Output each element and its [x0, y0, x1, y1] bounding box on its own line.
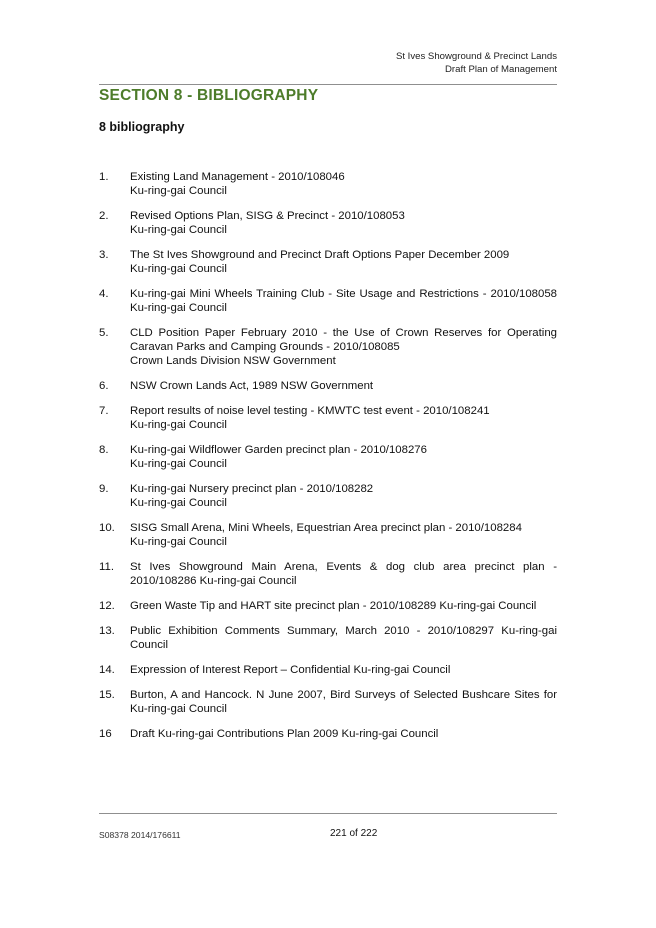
item-number: 14. — [99, 664, 115, 676]
item-number: 3. — [99, 249, 109, 261]
item-line: Ku-ring-gai Nursery precinct plan - 2010/108282 — [130, 483, 374, 495]
item-number: 2. — [99, 210, 109, 222]
bibliography-item — [99, 560, 557, 588]
section-title: SECTION 8 - BIBLIOGRAPHY — [99, 87, 319, 104]
item-text — [130, 521, 557, 549]
item-text — [130, 326, 557, 368]
item-text — [130, 404, 557, 432]
bibliography-item — [99, 727, 557, 741]
item-line: Public Exhibition Comments Summary, March 2010 - 2010/108297 Ku-ring-gai Council — [130, 625, 557, 651]
bibliography-item — [99, 443, 557, 471]
bibliography-item — [99, 688, 557, 716]
item-number: 9. — [99, 483, 109, 495]
item-text — [130, 287, 557, 315]
item-line: CLD Position Paper February 2010 - the Use of Crown Reserves for Operating Caravan Parks and Camping Grounds - 2010/108085 — [130, 327, 557, 353]
item-line: Ku-ring-gai Council — [130, 224, 227, 236]
item-line: Existing Land Management - 2010/108046 — [130, 171, 345, 183]
page-number: 221 of 222 — [330, 828, 378, 839]
bibliography-item — [99, 248, 557, 276]
bibliography-item — [99, 287, 557, 315]
item-text — [130, 170, 557, 198]
item-line: Burton, A and Hancock. N June 2007, Bird Surveys of Selected Bushcare Sites for Ku-ring-gai Council — [130, 689, 557, 715]
bibliography-item — [99, 663, 557, 677]
item-line: NSW Crown Lands Act, 1989 NSW Government — [130, 380, 374, 392]
item-text — [130, 209, 557, 237]
item-line: St Ives Showground Main Arena, Events & dog club area precinct plan - 2010/108286 Ku-ring-gai Council — [130, 561, 557, 587]
item-number: 7. — [99, 405, 109, 417]
item-number: 16 — [99, 728, 112, 740]
item-line: The St Ives Showground and Precinct Draft Options Paper December 2009 — [130, 249, 510, 261]
bibliography-item — [99, 482, 557, 510]
document-reference: S08378 2014/176611 — [99, 830, 181, 840]
item-line: Crown Lands Division NSW Government — [130, 355, 336, 367]
item-number: 4. — [99, 288, 109, 300]
item-line: Ku-ring-gai Council — [130, 419, 227, 431]
header-title: St Ives Showground & Precinct Lands — [395, 51, 557, 62]
item-line: Green Waste Tip and HART site precinct plan - 2010/108289 Ku-ring-gai Council — [130, 600, 537, 612]
item-text — [130, 482, 557, 510]
item-line: SISG Small Arena, Mini Wheels, Equestrian Area precinct plan - 2010/108284 — [130, 522, 522, 534]
bibliography-item — [99, 170, 557, 198]
item-text — [130, 379, 557, 393]
item-number: 15. — [99, 689, 115, 701]
bibliography-item — [99, 521, 557, 549]
item-text — [130, 560, 557, 588]
item-line: Ku-ring-gai Wildflower Garden precinct plan - 2010/108276 — [130, 444, 427, 456]
bibliography-item — [99, 326, 557, 368]
bibliography-list — [99, 170, 557, 752]
bibliography-item — [99, 624, 557, 652]
bibliography-item — [99, 599, 557, 613]
item-line: Revised Options Plan, SISG & Precinct - 2010/108053 — [130, 210, 405, 222]
item-text — [130, 248, 557, 276]
item-number: 12. — [99, 600, 115, 612]
item-line: Report results of noise level testing - KMWTC test event - 2010/108241 — [130, 405, 490, 417]
item-text — [130, 688, 557, 716]
item-number: 13. — [99, 625, 115, 637]
running-header — [396, 50, 557, 76]
item-line: Draft Ku-ring-gai Contributions Plan 2009 Ku-ring-gai Council — [130, 728, 439, 740]
item-line: Ku-ring-gai Council — [130, 263, 227, 275]
sub-title: 8 bibliography — [99, 120, 185, 134]
bibliography-item — [99, 209, 557, 237]
item-text — [130, 624, 557, 652]
item-number: 5. — [99, 327, 109, 339]
header-subtitle: Draft Plan of Management — [445, 64, 557, 75]
item-number: 11. — [99, 561, 114, 573]
item-number: 10. — [99, 522, 115, 534]
item-line: Expression of Interest Report – Confidential Ku-ring-gai Council — [130, 664, 451, 676]
item-line: Ku-ring-gai Council — [130, 458, 227, 470]
item-line: Ku-ring-gai Council — [130, 185, 227, 197]
item-text — [130, 727, 557, 741]
item-line: Ku-ring-gai Council — [130, 497, 227, 509]
header-divider — [99, 84, 557, 85]
item-text — [130, 599, 557, 613]
bibliography-item — [99, 379, 557, 393]
item-line: Ku-ring-gai Mini Wheels Training Club - Site Usage and Restrictions - 2010/108058 Ku-ring-gai Council — [130, 288, 557, 314]
footer-divider — [99, 813, 557, 814]
bibliography-item — [99, 404, 557, 432]
item-line: Ku-ring-gai Council — [130, 536, 227, 548]
item-number: 8. — [99, 444, 109, 456]
item-text — [130, 663, 557, 677]
item-number: 6. — [99, 380, 109, 392]
item-text — [130, 443, 557, 471]
item-number: 1. — [99, 171, 109, 183]
